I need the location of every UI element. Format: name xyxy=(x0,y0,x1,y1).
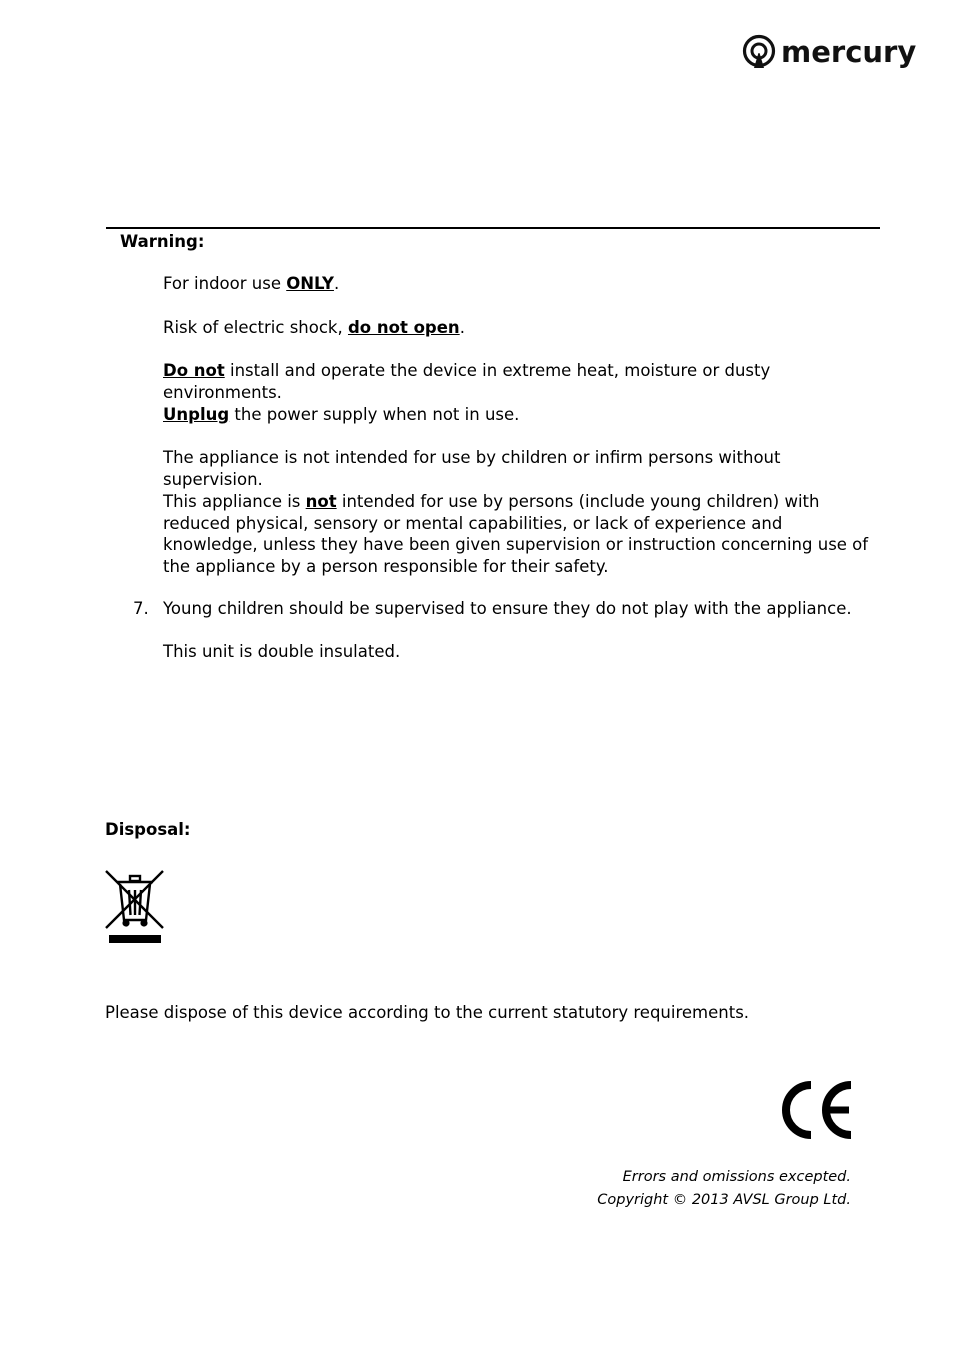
warning-item: Do not install and operate the device in extreme heat, moisture or dusty environments. xyxy=(163,361,771,402)
brand-name: mercury xyxy=(781,34,917,69)
warning-item: The appliance is not intended for use by children or infirm persons without supervision. xyxy=(163,448,781,489)
warning-heading: Warning: xyxy=(120,232,205,251)
mercury-logo-icon xyxy=(742,34,776,70)
brand-logo xyxy=(742,32,927,72)
crossed-out-wheelie-bin-icon xyxy=(103,868,167,944)
warning-item: Risk of electric shock, do not open. xyxy=(163,318,465,337)
section-divider xyxy=(106,227,880,229)
copyright-notice: Copyright © 2013 AVSL Group Ltd. xyxy=(597,1192,851,1208)
warning-item: For indoor use ONLY. xyxy=(163,274,340,293)
errors-notice: Errors and omissions excepted. xyxy=(622,1169,851,1185)
ce-mark-icon xyxy=(781,1080,855,1140)
warning-item: This appliance is not intended for use by persons (include young children) with reduced physical, sensory or mental capabilities, or lack of experience and knowledge, unless they have been given supervision or instruction concerning use of the appliance by a person responsible for their safety. xyxy=(163,492,869,576)
warning-item: Young children should be supervised to ensure they do not play with the appliance. xyxy=(163,599,852,618)
disposal-text: Please dispose of this device according to the current statutory requirements. xyxy=(105,1003,750,1022)
list-number: 7. xyxy=(133,599,149,618)
disposal-heading: Disposal: xyxy=(105,820,191,839)
warning-item: This unit is double insulated. xyxy=(163,642,401,661)
warning-item: Unplug the power supply when not in use. xyxy=(163,405,520,424)
